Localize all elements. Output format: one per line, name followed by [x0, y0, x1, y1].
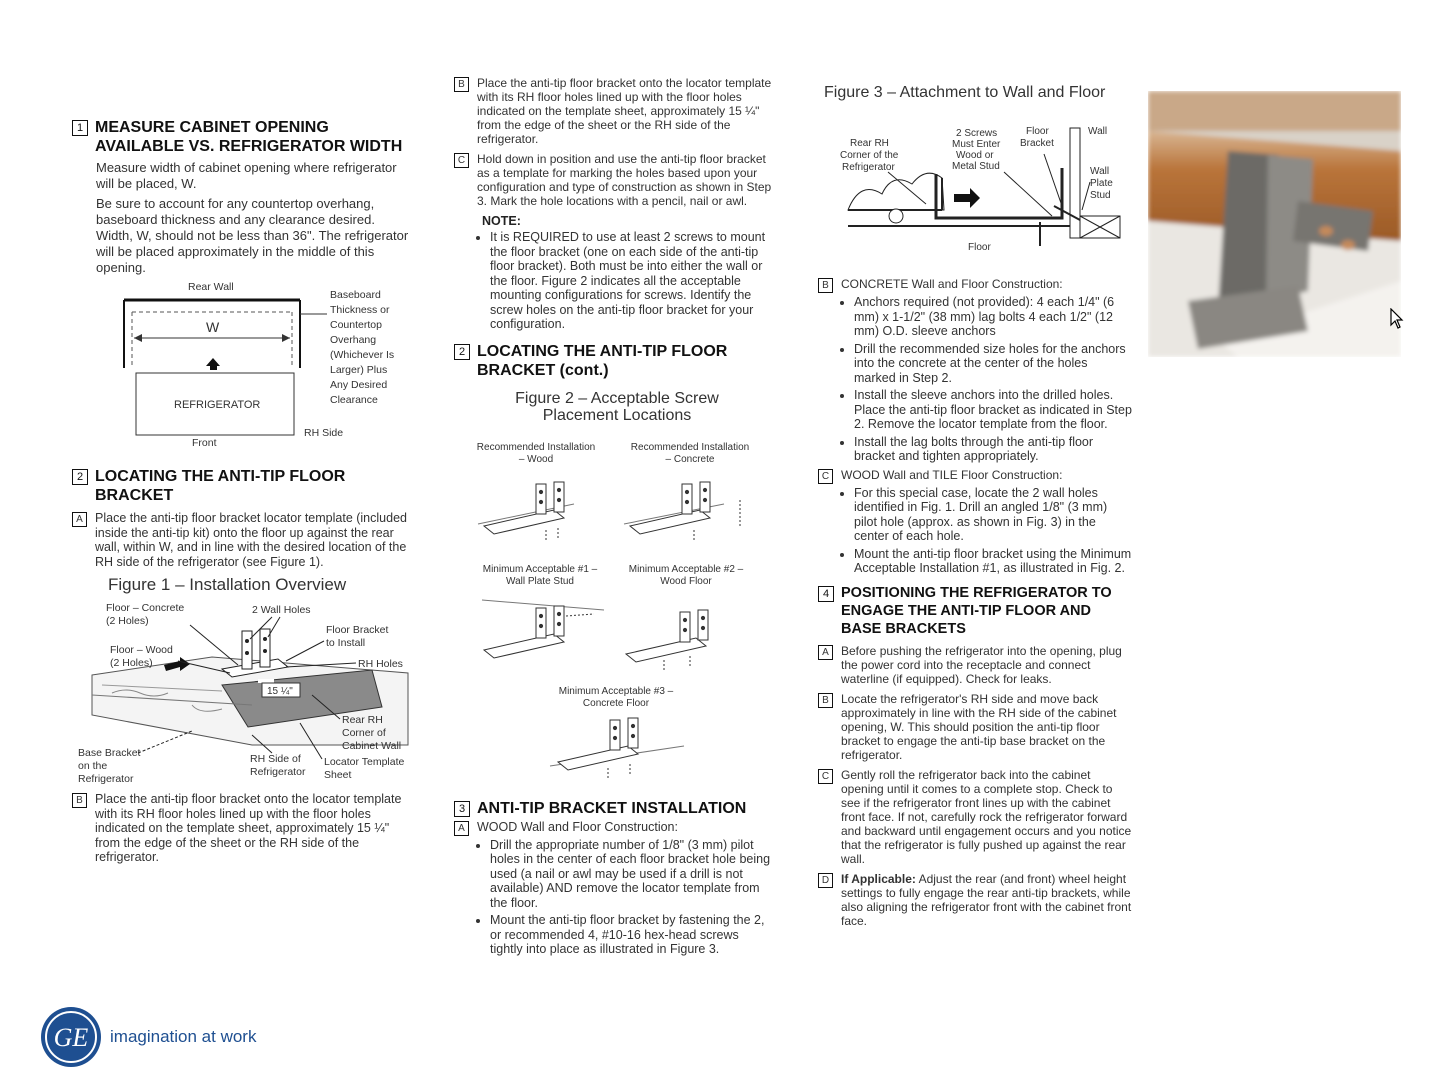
section-number: 2 — [72, 469, 88, 485]
svg-text:2 Screws: 2 Screws — [956, 128, 998, 139]
svg-text:RH Holes: RH Holes — [358, 658, 403, 670]
svg-text:RH Side of: RH Side of — [250, 753, 301, 765]
svg-text:– Wood: – Wood — [518, 453, 554, 465]
step-a — [454, 820, 772, 836]
svg-text:Refrigerator: Refrigerator — [250, 766, 306, 778]
step-detail: Adjust the rear (and front) wheel height settings to fully engage the rear anti-tip brackets, while also aligning the refrigerator front with the cabinet front face. — [841, 871, 1132, 928]
svg-text:Floor Bracket: Floor Bracket — [326, 624, 389, 636]
clearance-note — [330, 289, 394, 406]
svg-text:Corner of the: Corner of the — [840, 150, 899, 161]
step-text: WOOD Wall and TILE Floor Construction: — [841, 467, 1063, 482]
rear-wall-label: Rear Wall — [188, 281, 234, 293]
figure-3-attachment — [818, 106, 1132, 275]
svg-text:Corner of: Corner of — [342, 727, 386, 739]
svg-text:(Whichever Is: (Whichever Is — [330, 349, 395, 361]
section-1-heading — [72, 118, 412, 156]
svg-text:Floor: Floor — [1026, 126, 1049, 137]
step-label: A — [818, 645, 833, 660]
section-3-heading — [454, 799, 772, 818]
svg-text:Clearance: Clearance — [330, 394, 378, 406]
svg-text:Refrigerator: Refrigerator — [78, 773, 134, 785]
step-a — [72, 511, 412, 569]
column-3 — [818, 84, 1132, 928]
step-c — [454, 152, 772, 208]
step-label: C — [818, 769, 833, 784]
step-b — [454, 76, 772, 146]
step-text: Before pushing the refrigerator into the opening, plug the power cord into the receptacle and connect waterline (if equipped). Check for leaks. — [841, 643, 1122, 686]
svg-text:Locator Template: Locator Template — [324, 756, 405, 768]
step-label: A — [454, 821, 469, 836]
svg-text:Cabinet Wall: Cabinet Wall — [342, 740, 402, 752]
bracket-minimum-1 — [482, 600, 604, 658]
step-text: Place the anti-tip floor bracket locator template (included inside the anti-tip kit) onto the floor up against the rear wall, within W, and in line with the desired location of the RH side of the refrigerator (see Figure 1). — [95, 511, 407, 569]
section-title: ANTI-TIP BRACKET INSTALLATION — [477, 799, 747, 817]
step-text: Hold down in position and use the anti-tip floor bracket as a template for marking the holes based upon your configuration and type of construction as shown in Step 3. Mark the hole locations with a pencil, nail or awl. — [477, 152, 772, 208]
list-item: • Mount the anti-tip floor bracket using the Minimum Acceptable Installation #1, as illustrated in Fig. 2. — [854, 547, 1132, 576]
svg-text:Plate: Plate — [1090, 178, 1113, 189]
svg-text:Thickness or: Thickness or — [330, 304, 390, 316]
section-number: 4 — [818, 586, 834, 602]
step-c — [818, 768, 1132, 866]
bracket-recommended-wood — [478, 482, 574, 540]
svg-text:Rear RH: Rear RH — [850, 138, 889, 149]
svg-text:Rear RH: Rear RH — [342, 714, 383, 726]
list-item: • Drill the appropriate number of 1/8" (3 mm) pilot holes in the center of each floor bracket hole being used (a nail or awl may be used if a drill is not available) AND remove the locator template from the floor. — [490, 838, 772, 911]
svg-text:Recommended Installation: Recommended Installation — [630, 441, 750, 453]
section-title: MEASURE CABINET OPENING AVAILABLE VS. REFRIGERATOR WIDTH — [95, 119, 403, 155]
step-b — [818, 692, 1132, 762]
list-item: • Install the lag bolts through the anti-tip floor bracket and tighten appropriately. — [854, 435, 1132, 464]
step-label: C — [818, 469, 833, 484]
svg-text:Refrigerator: Refrigerator — [842, 162, 895, 173]
rh-side-label: RH Side — [304, 427, 344, 439]
svg-text:Floor: Floor — [968, 242, 991, 253]
section-4-heading — [818, 584, 1132, 638]
step-label: B — [72, 793, 87, 808]
section-2-cont-heading — [454, 342, 772, 380]
list-item: • For this special case, locate the 2 wall holes identified in Fig. 1. Drill an angled 1/8" (3 mm) pilot hole (approx. as shown in Fig. 3) in the center of each hole. — [854, 486, 1132, 544]
step-text — [841, 872, 1132, 928]
svg-text:Metal Stud: Metal Stud — [952, 161, 1000, 172]
svg-text:Wood Floor: Wood Floor — [660, 575, 712, 587]
svg-text:Wall: Wall — [1088, 126, 1108, 137]
figure-1-installation-overview — [72, 595, 412, 790]
step-text: Place the anti-tip floor bracket onto the locator template with its RH floor holes lined up with the floor holes indicated on the template sheet, approximately 15 ¼" from the edge of the sheet or the RH side of the refrigerator. — [477, 76, 772, 146]
step-label: B — [818, 278, 833, 293]
step-b — [818, 277, 1132, 293]
svg-text:Stud: Stud — [1090, 190, 1111, 201]
bracket-minimum-3 — [550, 718, 684, 778]
figure-2-screw-placement — [454, 430, 772, 785]
list-item: • Drill the recommended size holes for the anchors into the concrete at the center of the holes marked in Step 2. — [854, 342, 1132, 386]
svg-text:Sheet: Sheet — [324, 769, 352, 781]
svg-text:Recommended Installation: Recommended Installation — [476, 441, 596, 453]
step-label: A — [72, 512, 87, 527]
wood-construction-list — [454, 838, 772, 957]
step-d — [818, 872, 1132, 928]
bracket-photo — [1148, 91, 1401, 357]
svg-text:Minimum Acceptable #3 –: Minimum Acceptable #3 – — [558, 685, 674, 697]
step-text: Gently roll the refrigerator back into the cabinet opening until it comes to a complete stop. Check to see if the refrigerator front lines up with the cabinet front face. If not, carefully rock the refrigerator forward and backward until engagement occurs and you notice that the refrigerator is fully pushed up against the rear wall. — [841, 767, 1132, 866]
tagline: imagination at work — [110, 1027, 257, 1046]
svg-text:Floor – Concrete: Floor – Concrete — [106, 602, 185, 614]
step-label: B — [818, 693, 833, 708]
figure-1-title: Figure 1 – Installation Overview — [108, 575, 347, 594]
step-text: Locate the refrigerator's RH side and move back approximately in line with the RH side of the cabinet opening, W. This should position the anti-tip floor bracket to engage the anti-tip base bracket on the refrigerator. — [841, 691, 1117, 762]
svg-text:Baseboard: Baseboard — [330, 289, 381, 301]
section-number: 1 — [72, 120, 88, 136]
note-label: NOTE: — [482, 214, 521, 228]
svg-text:Wood or: Wood or — [956, 150, 994, 161]
list-item: • Anchors required (not provided): 4 each 1/4" (6 mm) x 1-1/2" (38 mm) lag bolts 4 each 1/2" (12 mm) O.D. sleeve anchors — [854, 295, 1132, 339]
step-text: Place the anti-tip floor bracket onto the locator template with its RH floor holes lined up with the floor holes indicated on the template sheet, approximately 15 ¼" from the edge of the sheet or the RH side of the refrigerator. — [95, 792, 402, 864]
step-text: WOOD Wall and Floor Construction: — [477, 819, 678, 834]
width-label: W — [206, 319, 220, 335]
list-item: • Mount the anti-tip floor bracket by fastening the 2, or recommended 4, #10-16 hex-head screws tightly into place as illustrated in Figure 3. — [490, 913, 772, 957]
section-title: LOCATING THE ANTI-TIP FLOOR BRACKET — [95, 468, 346, 504]
dimension-label: 15 ¼" — [267, 686, 293, 697]
section-title: POSITIONING THE REFRIGERATOR TO ENGAGE THE ANTI-TIP FLOOR AND BASE BRACKETS — [841, 584, 1112, 637]
svg-text:Floor – Wood: Floor – Wood — [110, 644, 173, 656]
svg-text:to Install: to Install — [326, 637, 366, 649]
step-label: D — [818, 873, 833, 888]
svg-text:on the: on the — [78, 760, 108, 772]
svg-text:Bracket: Bracket — [1020, 138, 1054, 149]
svg-text:Countertop: Countertop — [330, 319, 382, 331]
tile-construction-list — [818, 486, 1132, 576]
svg-text:Wall Plate Stud: Wall Plate Stud — [506, 575, 574, 587]
section-title: LOCATING THE ANTI-TIP FLOOR BRACKET (cont.) — [477, 342, 728, 379]
ge-monogram-icon — [40, 1006, 102, 1068]
paragraph: Be sure to account for any countertop overhang, baseboard thickness and any clearance desired. Width, W, should not be less than 36". The refrigerator will be placed approximately in the middle of this opening. — [96, 196, 409, 275]
step-text: CONCRETE Wall and Floor Construction: — [841, 277, 1063, 291]
step-a — [818, 644, 1132, 686]
step-c — [818, 468, 1132, 484]
front-label: Front — [192, 437, 217, 448]
svg-text:Minimum Acceptable #1 –: Minimum Acceptable #1 – — [482, 563, 598, 575]
step-b — [72, 792, 412, 865]
svg-text:GE: GE — [53, 1023, 89, 1052]
note-item: • It is REQUIRED to use at least 2 screws to mount the floor bracket (one on each side of the anti-tip floor bracket). Both must be into either the wall or the floor. Figure 2 indicates all the acceptable mounting configurations for screws. Identify the screw holes on the anti-tip floor bracket for your configuration. — [490, 230, 772, 332]
column-1 — [72, 112, 412, 865]
svg-text:Minimum Acceptable #2 –: Minimum Acceptable #2 – — [628, 563, 744, 575]
svg-text:– Concrete: – Concrete — [665, 453, 715, 465]
svg-text:2 Wall Holes: 2 Wall Holes — [252, 604, 311, 616]
svg-text:Base Bracket: Base Bracket — [78, 747, 141, 759]
ge-logo — [40, 1006, 256, 1068]
note-list — [454, 230, 772, 332]
bracket-minimum-2 — [626, 610, 708, 670]
svg-text:Must Enter: Must Enter — [952, 139, 1001, 150]
figure-3-title: Figure 3 – Attachment to Wall and Floor — [824, 84, 1106, 101]
cabinet-opening-diagram — [72, 278, 412, 453]
svg-text:Any Desired: Any Desired — [330, 379, 388, 391]
svg-text:(2 Holes): (2 Holes) — [110, 657, 153, 669]
list-item: • Install the sleeve anchors into the drilled holes. Place the anti-tip floor bracket as indicated in Step 2. Remove the locator template from the floor. — [854, 388, 1132, 432]
figure-2-title: Figure 2 – Acceptable Screw Placement Locations — [515, 389, 719, 424]
step-label: B — [454, 77, 469, 92]
svg-text:(2 Holes): (2 Holes) — [106, 615, 149, 627]
emphasis: If Applicable: — [841, 871, 916, 886]
svg-text:Concrete Floor: Concrete Floor — [582, 697, 650, 709]
section-number: 2 — [454, 344, 470, 360]
section-2-heading — [72, 467, 412, 505]
refrigerator-label: REFRIGERATOR — [174, 399, 261, 411]
mouse-cursor-icon — [1390, 308, 1404, 335]
bracket-recommended-concrete — [624, 482, 740, 542]
column-2 — [454, 72, 772, 960]
step-label: C — [454, 153, 469, 168]
svg-text:Wall: Wall — [1090, 166, 1110, 177]
svg-text:Larger) Plus: Larger) Plus — [330, 364, 388, 376]
svg-text:Overhang: Overhang — [330, 334, 377, 346]
section-number: 3 — [454, 801, 470, 817]
paragraph: Measure width of cabinet opening where refrigerator will be placed, W. — [96, 160, 397, 191]
concrete-construction-list — [818, 295, 1132, 464]
